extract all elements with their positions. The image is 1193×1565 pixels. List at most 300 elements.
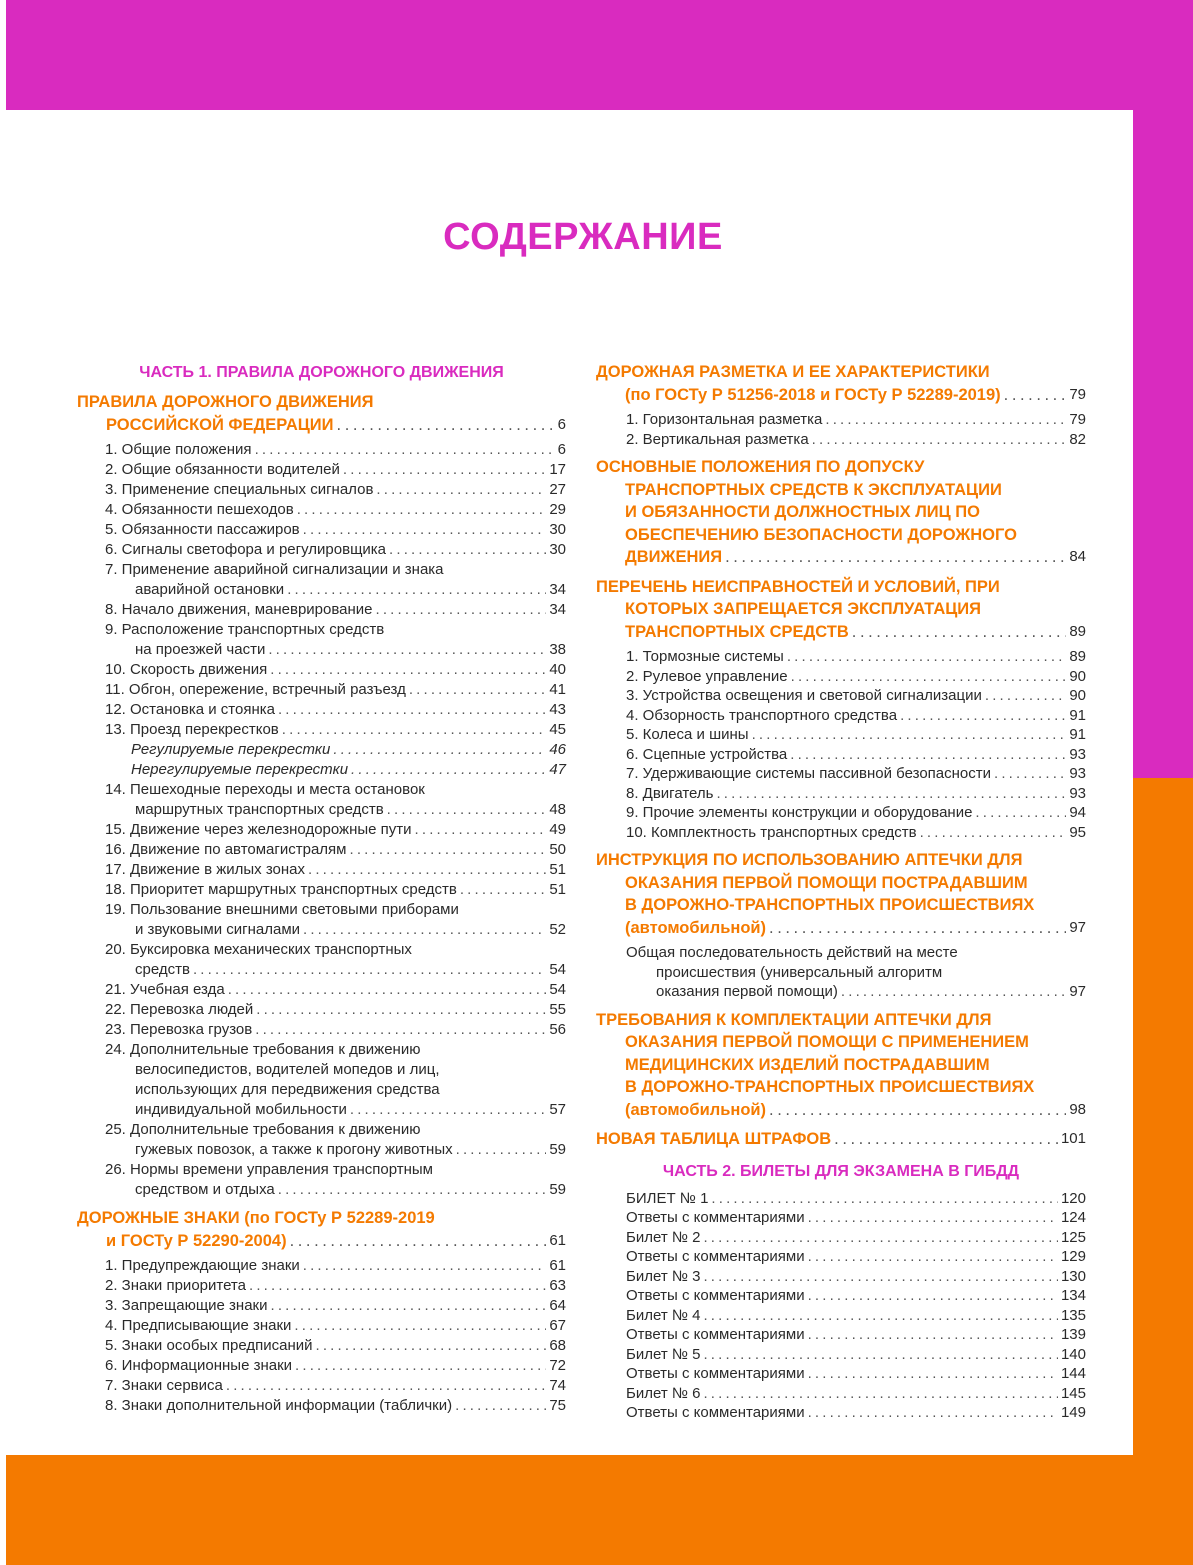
page-title: СОДЕРЖАНИЕ xyxy=(443,216,723,258)
toc-line xyxy=(77,1230,566,1253)
dot-leader xyxy=(716,784,1066,804)
toc-entry[interactable] xyxy=(77,740,566,760)
toc-text: 2. Знаки приоритета xyxy=(105,1277,246,1294)
page-number: 98 xyxy=(1069,1100,1086,1118)
page-number: 63 xyxy=(549,1277,566,1294)
dot-leader xyxy=(303,920,546,940)
toc-entry[interactable] xyxy=(596,1247,1086,1267)
toc-text: (автомобильной) xyxy=(625,918,767,937)
toc-text: 3. Применение специальных сигналов xyxy=(105,481,374,498)
toc-line xyxy=(105,1376,566,1396)
toc-entry[interactable] xyxy=(77,680,566,700)
page-number: 59 xyxy=(549,1181,566,1198)
dot-leader xyxy=(769,917,1066,940)
toc-text: Ответы с комментариями xyxy=(626,1287,805,1304)
toc-text: 1. Горизонтальная разметка xyxy=(626,411,823,428)
toc-line xyxy=(105,560,566,580)
dot-leader xyxy=(376,600,547,620)
toc-text: использующих для передвижения средства xyxy=(135,1081,440,1098)
toc-text: Нерегулируемые перекрестки xyxy=(131,761,349,778)
toc-text: Регулируемые перекрестки xyxy=(131,741,331,758)
toc-entry[interactable] xyxy=(77,1040,566,1120)
dot-leader xyxy=(249,1276,546,1296)
page-number: 38 xyxy=(549,641,566,658)
dot-leader xyxy=(787,647,1067,667)
toc-line xyxy=(626,963,1086,983)
toc-entry[interactable] xyxy=(77,460,566,480)
toc-line xyxy=(626,1286,1086,1306)
dot-leader xyxy=(852,621,1067,644)
toc-entry[interactable] xyxy=(596,1345,1086,1365)
toc-text: 21. Учебная езда xyxy=(105,981,225,998)
toc-line xyxy=(596,361,1086,384)
toc-entry[interactable] xyxy=(77,1000,566,1020)
toc-text: 5. Обязанности пассажиров xyxy=(105,521,300,538)
dot-leader xyxy=(193,960,546,980)
dot-leader xyxy=(752,725,1067,745)
toc-text: 7. Применение аварийной сигнализации и знака xyxy=(105,561,444,578)
toc-entry[interactable] xyxy=(77,1336,566,1356)
toc-entry[interactable] xyxy=(77,1296,566,1316)
toc-text: на проезжей части xyxy=(135,641,266,658)
toc-line xyxy=(105,1296,566,1316)
page-number: 139 xyxy=(1060,1326,1086,1343)
toc-line xyxy=(105,920,566,940)
toc-entry[interactable] xyxy=(77,600,566,620)
toc-line xyxy=(105,1180,566,1200)
toc-section-heading[interactable] xyxy=(596,849,1086,939)
dot-leader xyxy=(387,800,547,820)
page-number: 97 xyxy=(1069,918,1086,936)
toc-entry[interactable] xyxy=(77,1396,566,1416)
toc-text: 6. Сигналы светофора и регулировщика xyxy=(105,541,387,558)
dot-leader xyxy=(290,1230,547,1253)
page-number: 29 xyxy=(549,501,566,518)
toc-text: 22. Перевозка людей xyxy=(105,1001,254,1018)
toc-line xyxy=(105,720,566,740)
page-number: 149 xyxy=(1060,1404,1086,1421)
page-number: 89 xyxy=(1069,622,1086,640)
toc-line xyxy=(626,764,1086,784)
toc-line xyxy=(105,780,566,800)
toc-text: 1. Общие положения xyxy=(105,441,252,458)
toc-entry[interactable] xyxy=(77,840,566,860)
toc-line xyxy=(105,760,566,780)
toc-entry[interactable] xyxy=(596,823,1086,843)
dot-leader xyxy=(303,1256,547,1276)
toc-line xyxy=(77,1207,566,1230)
page-number: 120 xyxy=(1060,1189,1086,1207)
page-number: 97 xyxy=(1069,983,1086,1000)
toc-line xyxy=(105,880,566,900)
toc-text: 2. Рулевое управление xyxy=(626,667,788,685)
toc-text: ДВИЖЕНИЯ xyxy=(625,548,723,566)
dot-leader xyxy=(270,660,546,680)
toc-text: Билет № 4 xyxy=(626,1306,701,1324)
toc-entry[interactable] xyxy=(77,1120,566,1160)
toc-line xyxy=(105,660,566,680)
toc-text: Ответы с комментариями xyxy=(626,1365,805,1382)
page-number: 140 xyxy=(1060,1345,1086,1363)
dot-leader xyxy=(226,1376,546,1396)
toc-text: и ГОСТу Р 52290-2004) xyxy=(106,1231,287,1250)
page-number: 47 xyxy=(549,761,566,778)
toc-section-heading[interactable] xyxy=(596,1009,1086,1122)
toc-section-heading[interactable] xyxy=(77,391,566,436)
toc-text: 3. Запрещающие знаки xyxy=(105,1297,268,1314)
toc-line xyxy=(105,600,566,620)
toc-entry[interactable] xyxy=(596,745,1086,765)
toc-line xyxy=(626,943,1086,963)
dot-leader xyxy=(255,1020,546,1040)
toc-line xyxy=(596,1128,1086,1151)
toc-line xyxy=(105,1160,566,1180)
toc-entry[interactable] xyxy=(77,1160,566,1200)
toc-text: ПРАВИЛА ДОРОЖНОГО ДВИЖЕНИЯ xyxy=(77,393,374,411)
toc-text: Ответы с комментариями xyxy=(626,1209,805,1226)
toc-text: 10. Скорость движения xyxy=(105,661,268,678)
page-number: 49 xyxy=(549,821,566,838)
page-number: 84 xyxy=(1069,548,1086,565)
page-number: 64 xyxy=(549,1297,566,1314)
toc-entry[interactable] xyxy=(596,1364,1086,1384)
toc-entry[interactable] xyxy=(77,720,566,740)
right-orange-strip xyxy=(1133,778,1193,1455)
toc-text: ТРЕБОВАНИЯ К КОМПЛЕКТАЦИИ АПТЕЧКИ ДЛЯ xyxy=(596,1010,992,1029)
page-number: 67 xyxy=(549,1317,566,1334)
toc-text: 8. Двигатель xyxy=(626,784,714,802)
toc-text: (по ГОСТу Р 51256-2018 и ГОСТу Р 52289-2019) xyxy=(625,385,1001,404)
toc-entry[interactable] xyxy=(77,940,566,980)
toc-entry[interactable] xyxy=(77,540,566,560)
page-number: 51 xyxy=(549,861,566,878)
toc-text: 17. Движение в жилых зонах xyxy=(105,861,306,878)
dot-leader xyxy=(703,1267,1058,1287)
toc-section-heading[interactable] xyxy=(596,1128,1086,1151)
toc-section-heading[interactable] xyxy=(596,361,1086,406)
toc-line xyxy=(105,980,566,1000)
toc-text: 24. Дополнительные требования к движению xyxy=(105,1041,421,1058)
toc-line xyxy=(77,391,566,414)
toc-text: 12. Остановка и стоянка xyxy=(105,701,275,718)
toc-text: 5. Знаки особых предписаний xyxy=(105,1337,313,1354)
toc-section-heading[interactable] xyxy=(596,456,1086,569)
dot-leader xyxy=(841,982,1066,1002)
dot-leader xyxy=(808,1247,1058,1267)
page-number: 52 xyxy=(549,921,566,938)
toc-entry[interactable] xyxy=(596,1325,1086,1345)
page-number: 130 xyxy=(1060,1267,1086,1285)
toc-entry[interactable] xyxy=(596,943,1086,1002)
toc-line xyxy=(105,620,566,640)
toc-line xyxy=(626,1189,1086,1209)
dot-leader xyxy=(337,414,555,437)
toc-entry[interactable] xyxy=(77,480,566,500)
toc-entry[interactable] xyxy=(77,1356,566,1376)
toc-entry[interactable] xyxy=(77,1020,566,1040)
toc-text: ТРАНСПОРТНЫХ СРЕДСТВ xyxy=(625,622,849,641)
toc-line xyxy=(626,803,1086,823)
toc-entry[interactable] xyxy=(77,700,566,720)
page-number: 59 xyxy=(549,1141,566,1158)
toc-text: МЕДИЦИНСКИХ ИЗДЕЛИЙ ПОСТРАДАВШИМ xyxy=(625,1055,990,1074)
toc-text: Билет № 6 xyxy=(626,1384,701,1402)
toc-entry[interactable] xyxy=(596,784,1086,804)
toc-entry[interactable] xyxy=(77,1256,566,1276)
toc-line xyxy=(105,640,566,660)
toc-entry[interactable] xyxy=(596,1228,1086,1248)
dot-leader xyxy=(703,1306,1058,1326)
toc-text: оказания первой помощи) xyxy=(656,983,838,1000)
dot-leader xyxy=(315,1336,546,1356)
toc-text: ДОРОЖНЫЕ ЗНАКИ (по ГОСТу Р 52289-2019 xyxy=(77,1209,435,1227)
toc-line xyxy=(626,706,1086,726)
page-number: 41 xyxy=(549,681,566,698)
toc-text: 5. Колеса и шины xyxy=(626,726,749,743)
toc-entry[interactable] xyxy=(77,760,566,780)
toc-line xyxy=(105,680,566,700)
toc-text: 25. Дополнительные требования к движению xyxy=(105,1121,421,1138)
page-number: 6 xyxy=(557,415,566,433)
toc-entry[interactable] xyxy=(77,1316,566,1336)
dot-leader xyxy=(228,980,547,1000)
dot-leader xyxy=(920,823,1067,843)
dot-leader xyxy=(308,860,546,880)
toc-section-heading[interactable] xyxy=(77,1207,566,1252)
page-number: 50 xyxy=(549,841,566,858)
page-number: 101 xyxy=(1060,1130,1086,1147)
page-number: 79 xyxy=(1069,411,1086,428)
toc-text: ОСНОВНЫЕ ПОЛОЖЕНИЯ ПО ДОПУСКУ xyxy=(596,458,925,476)
toc-text: 4. Предписывающие знаки xyxy=(105,1317,292,1334)
page-number: 145 xyxy=(1060,1384,1086,1402)
toc-left-column xyxy=(77,362,566,1416)
page-number: 91 xyxy=(1069,726,1086,743)
toc-line xyxy=(596,576,1086,599)
toc-entry[interactable] xyxy=(77,820,566,840)
page-number: 54 xyxy=(549,961,566,978)
toc-entry[interactable] xyxy=(596,1208,1086,1228)
toc-line xyxy=(626,1267,1086,1287)
toc-line xyxy=(626,647,1086,667)
page-number: 135 xyxy=(1060,1306,1086,1324)
toc-entry[interactable] xyxy=(596,667,1086,687)
toc-line xyxy=(596,1031,1086,1054)
dot-leader xyxy=(287,580,546,600)
toc-entry[interactable] xyxy=(77,900,566,940)
toc-line xyxy=(626,1364,1086,1384)
toc-entry[interactable] xyxy=(77,780,566,820)
toc-entry[interactable] xyxy=(77,620,566,660)
dot-leader xyxy=(791,667,1067,687)
toc-line xyxy=(596,917,1086,940)
dot-leader xyxy=(343,460,546,480)
dot-leader xyxy=(256,1000,546,1020)
toc-line xyxy=(596,1054,1086,1077)
page-number: 93 xyxy=(1069,745,1086,763)
toc-line xyxy=(626,1306,1086,1326)
toc-entry[interactable] xyxy=(596,1384,1086,1404)
toc-line xyxy=(626,1247,1086,1267)
page-number: 93 xyxy=(1069,765,1086,782)
toc-text: 10. Комплектность транспортных средств xyxy=(626,823,917,841)
toc-line xyxy=(596,849,1086,872)
toc-text: (автомобильной) xyxy=(625,1100,767,1119)
toc-text: 19. Пользование внешними световыми приборами xyxy=(105,901,459,918)
part-header: ЧАСТЬ 1. ПРАВИЛА ДОРОЖНОГО ДВИЖЕНИЯ xyxy=(139,364,504,381)
toc-entry[interactable] xyxy=(77,560,566,600)
toc-line xyxy=(626,1384,1086,1404)
toc-text: 23. Перевозка грузов xyxy=(105,1021,253,1038)
toc-entry[interactable] xyxy=(77,880,566,900)
toc-text: 1. Предупреждающие знаки xyxy=(105,1257,300,1274)
page-number: 27 xyxy=(549,481,566,498)
toc-text: маршрутных транспортных средств xyxy=(135,801,384,818)
toc-entry[interactable] xyxy=(596,803,1086,823)
page-number: 68 xyxy=(549,1337,566,1354)
page-number: 51 xyxy=(549,881,566,898)
dot-leader xyxy=(303,520,547,540)
page-number: 124 xyxy=(1060,1209,1086,1226)
toc-text: ОКАЗАНИЯ ПЕРВОЙ ПОМОЩИ ПОСТРАДАВШИМ xyxy=(625,873,1028,892)
toc-text: 20. Буксировка механических транспортных xyxy=(105,941,412,958)
page-number: 46 xyxy=(549,741,566,758)
toc-entry[interactable] xyxy=(596,430,1086,450)
toc-entry[interactable] xyxy=(596,725,1086,745)
toc-text: 4. Обязанности пешеходов xyxy=(105,501,294,518)
page-number: 90 xyxy=(1069,687,1086,704)
toc-entry[interactable] xyxy=(596,410,1086,430)
dot-leader xyxy=(975,803,1066,823)
toc-line xyxy=(105,1336,566,1356)
dot-leader xyxy=(351,760,546,780)
toc-entry[interactable] xyxy=(596,1403,1086,1423)
toc-entry[interactable] xyxy=(77,660,566,680)
toc-line xyxy=(596,598,1086,621)
toc-line xyxy=(626,430,1086,450)
dot-leader xyxy=(994,764,1066,784)
page-number: 56 xyxy=(549,1021,566,1038)
dot-leader xyxy=(333,740,546,760)
page-number: 94 xyxy=(1069,804,1086,821)
toc-text: В ДОРОЖНО-ТРАНСПОРТНЫХ ПРОИСШЕСТВИЯХ xyxy=(625,1078,1035,1096)
toc-line xyxy=(626,725,1086,745)
toc-line xyxy=(105,700,566,720)
top-magenta-band xyxy=(6,0,1193,110)
toc-line xyxy=(105,1060,566,1080)
right-magenta-strip xyxy=(1133,110,1193,778)
toc-entry[interactable] xyxy=(596,706,1086,726)
toc-text: 3. Устройства освещения и световой сигнализации xyxy=(626,687,982,704)
toc-entry[interactable] xyxy=(596,1189,1086,1209)
page-number: 40 xyxy=(549,661,566,678)
page-number: 90 xyxy=(1069,667,1086,685)
toc-entry[interactable] xyxy=(77,440,566,460)
toc-text: происшествия (универсальный алгоритм xyxy=(656,963,943,981)
toc-line xyxy=(105,480,566,500)
toc-line xyxy=(626,1228,1086,1248)
toc-text: Ответы с комментариями xyxy=(626,1248,805,1265)
page-number: 6 xyxy=(557,441,566,458)
toc-text: 9. Расположение транспортных средств xyxy=(105,621,385,638)
toc-text: КОТОРЫХ ЗАПРЕЩАЕТСЯ ЭКСПЛУАТАЦИЯ xyxy=(625,600,982,618)
page-number: 89 xyxy=(1069,648,1086,665)
page-number: 75 xyxy=(549,1397,566,1414)
toc-entry[interactable] xyxy=(77,860,566,880)
toc-text: ТРАНСПОРТНЫХ СРЕДСТВ К ЭКСПЛУАТАЦИИ xyxy=(625,480,1002,499)
toc-text: 8. Начало движения, маневрирование xyxy=(105,601,373,618)
toc-line xyxy=(596,1099,1086,1122)
toc-text: велосипедистов, водителей мопедов и лиц, xyxy=(135,1061,440,1078)
toc-line xyxy=(105,1120,566,1140)
page-number: 74 xyxy=(549,1377,566,1394)
page-number: 91 xyxy=(1069,706,1086,724)
toc-line xyxy=(105,840,566,860)
dot-leader xyxy=(294,1316,546,1336)
toc-entry[interactable] xyxy=(77,980,566,1000)
toc-entry[interactable] xyxy=(596,1267,1086,1287)
toc-entry[interactable] xyxy=(596,764,1086,784)
page-number: 79 xyxy=(1069,385,1086,403)
toc-text: 7. Знаки сервиса xyxy=(105,1377,223,1394)
toc-entry[interactable] xyxy=(77,520,566,540)
dot-leader xyxy=(900,706,1066,726)
toc-text: Ответы с комментариями xyxy=(626,1404,805,1421)
toc-text: Ответы с комментариями xyxy=(626,1326,805,1343)
dot-leader xyxy=(456,1140,547,1160)
dot-leader xyxy=(255,440,555,460)
toc-text: 8. Знаки дополнительной информации (таблички) xyxy=(105,1397,453,1414)
toc-text: гужевых повозок, а также к прогону животных xyxy=(135,1141,453,1158)
dot-leader xyxy=(268,640,546,660)
toc-line xyxy=(596,384,1086,407)
toc-text: ОКАЗАНИЯ ПЕРВОЙ ПОМОЩИ С ПРИМЕНЕНИЕМ xyxy=(625,1033,1029,1051)
dot-leader xyxy=(1004,384,1067,407)
toc-line xyxy=(105,900,566,920)
toc-text: 2. Вертикальная разметка xyxy=(626,430,809,448)
toc-line xyxy=(105,740,566,760)
toc-entry[interactable] xyxy=(596,647,1086,667)
toc-text: Билет № 2 xyxy=(626,1228,701,1246)
toc-line xyxy=(596,524,1086,547)
dot-leader xyxy=(834,1128,1058,1151)
toc-text: 26. Нормы времени управления транспортным xyxy=(105,1161,433,1178)
toc-line xyxy=(626,686,1086,706)
dot-leader xyxy=(409,680,546,700)
dot-leader xyxy=(808,1208,1058,1228)
toc-entry[interactable] xyxy=(77,1376,566,1396)
toc-line xyxy=(105,1396,566,1416)
toc-entry[interactable] xyxy=(596,1286,1086,1306)
dot-leader xyxy=(711,1189,1058,1209)
dot-leader xyxy=(769,1099,1066,1122)
page-number: 54 xyxy=(549,981,566,998)
dot-leader xyxy=(271,1296,547,1316)
toc-text: 6. Информационные знаки xyxy=(105,1357,293,1374)
toc-entry[interactable] xyxy=(77,500,566,520)
dot-leader xyxy=(460,880,546,900)
toc-section-heading[interactable] xyxy=(596,576,1086,644)
toc-entry[interactable] xyxy=(77,1276,566,1296)
page-number: 48 xyxy=(549,801,566,818)
dot-leader xyxy=(825,410,1066,430)
page-number: 82 xyxy=(1069,430,1086,448)
toc-line xyxy=(105,540,566,560)
toc-entry[interactable] xyxy=(596,1306,1086,1326)
toc-entry[interactable] xyxy=(596,686,1086,706)
dot-leader xyxy=(808,1403,1058,1423)
toc-text: 6. Сцепные устройства xyxy=(626,745,788,763)
